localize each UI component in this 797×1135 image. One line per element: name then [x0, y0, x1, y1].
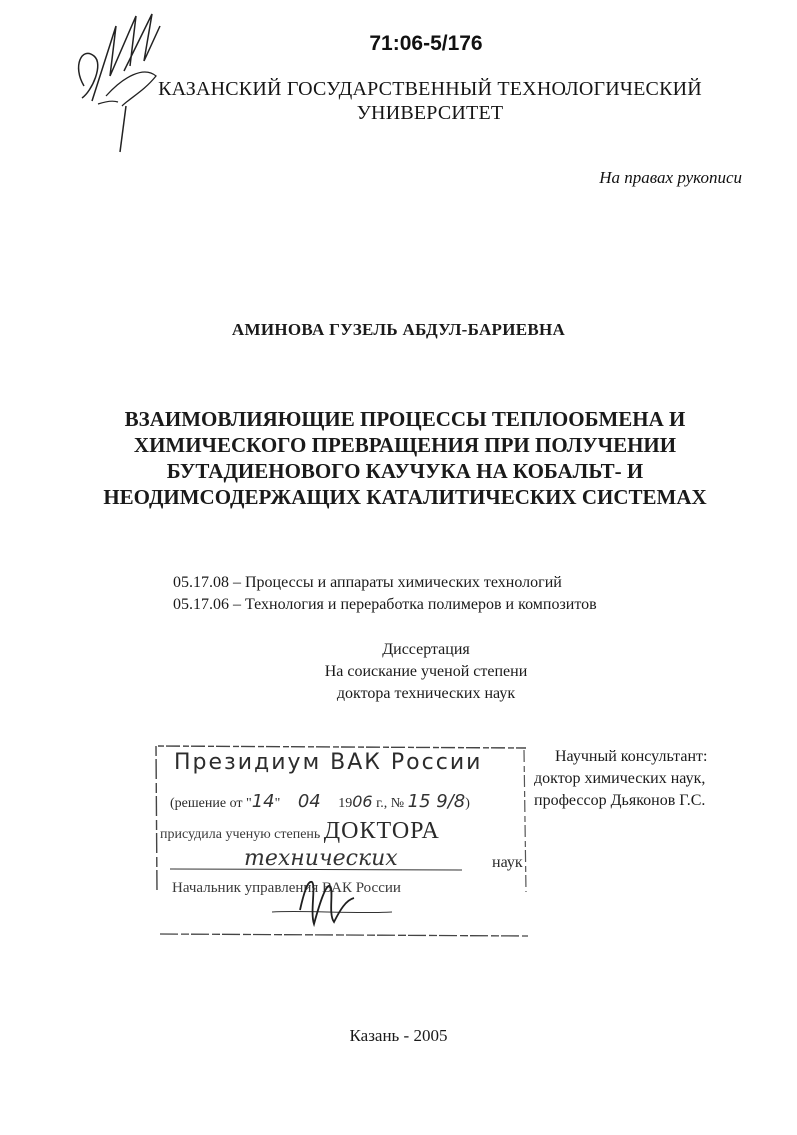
awarded-text: присудила ученую степень — [160, 827, 321, 842]
dissertation-type: Диссертация — [382, 641, 470, 658]
stamp-heading: Президиум ВАК России — [174, 750, 483, 775]
title-line: ВЗАИМОВЛИЯЮЩИЕ ПРОЦЕССЫ ТЕПЛООБМЕНА И — [124, 407, 686, 431]
decision-number-label: г., № — [376, 796, 405, 811]
university-name-line2: УНИВЕРСИТЕТ — [356, 102, 504, 124]
awarded-degree: ДОКТОРА — [323, 818, 440, 844]
stamp-chief-line: Начальник управления ВАК России — [172, 880, 401, 896]
city-year: Казань - 2005 — [349, 1026, 448, 1045]
author-name: АМИНОВА ГУЗЕЛЬ АБДУЛ-БАРИЕВНА — [231, 320, 566, 339]
consultant-degree: доктор химических наук, — [534, 770, 706, 787]
scientific-consultant — [534, 746, 764, 812]
vak-approval-stamp — [152, 742, 530, 938]
specialty-line: 05.17.08 – Процессы и аппараты химических технологий — [173, 574, 562, 591]
specialty-line: 05.17.06 – Технология и переработка полимеров и композитов — [173, 596, 597, 613]
decision-year-prefix: 19 — [338, 796, 353, 811]
dissertation-degree: доктора технических наук — [336, 685, 516, 702]
title-line: НЕОДИМСОДЕРЖАЩИХ КАТАЛИТИЧЕСКИХ СИСТЕМАХ — [103, 485, 707, 509]
stamp-sciences: наук — [492, 854, 523, 871]
university-name-line1: КАЗАНСКИЙ ГОСУДАРСТВЕННЫЙ ТЕХНОЛОГИЧЕСКИЙ — [158, 78, 702, 100]
dissertation-purpose: На соискание ученой степени — [324, 663, 528, 680]
decision-sep: " — [274, 796, 281, 811]
decision-day: 14 — [251, 791, 275, 812]
stamp-chief-signature — [290, 872, 380, 932]
consultant-name: профессор Дьяконов Г.С. — [534, 792, 706, 809]
stamp-decision-line — [170, 791, 470, 812]
stamp-field-handwritten: технических — [244, 846, 398, 871]
consultant-label: Научный консультант: — [555, 748, 708, 765]
stamp-awarded-line — [160, 818, 440, 845]
decision-year: 06 — [352, 792, 373, 811]
decision-close: ) — [465, 796, 470, 811]
decision-number: 15 9/8 — [407, 791, 466, 812]
decision-month: 04 — [297, 791, 321, 812]
title-line: БУТАДИЕНОВОГО КАУЧУКА НА КОБАЛЬТ- И — [166, 459, 644, 483]
decision-prefix: (решение от " — [170, 796, 252, 811]
archive-code: 71:06-5/176 — [369, 32, 483, 55]
title-line: ХИМИЧЕСКОГО ПРЕВРАЩЕНИЯ ПРИ ПОЛУЧЕНИИ — [133, 433, 677, 457]
dissertation-title — [60, 406, 750, 510]
manuscript-rights-note: На правах рукописи — [599, 168, 742, 187]
